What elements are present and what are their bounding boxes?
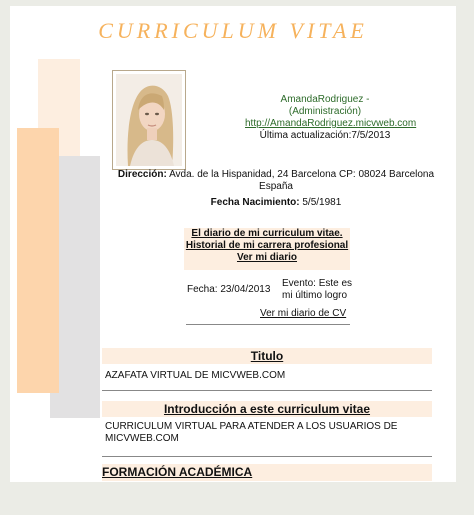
divider	[186, 324, 350, 325]
page-title: CURRICULUM VITAE	[98, 18, 368, 43]
address-value-2: España	[259, 181, 293, 192]
address-value-1: Avda. de la Hispanidad, 24 Barcelona CP: 08024 Barcelona	[169, 169, 435, 180]
profile-name: AmandaRodriguez -	[280, 94, 370, 105]
diary-cv-link[interactable]: Ver mi diario de CV	[260, 308, 347, 319]
last-updated: Última actualización:7/5/2013	[259, 130, 391, 141]
address-label: Dirección:	[117, 169, 167, 180]
birth-line	[104, 197, 448, 209]
diary-line-3[interactable]: Ver mi diario	[236, 252, 298, 263]
divider	[102, 456, 432, 457]
section-intro-text: CURRICULUM VIRTUAL PARA ATENDER A LOS USUARIOS DE MICVWEB.COM	[105, 421, 398, 444]
portrait-image	[116, 74, 182, 166]
section-titulo-heading: Titulo	[102, 348, 432, 364]
section-titulo-text: AZAFATA VIRTUAL DE MICVWEB.COM	[105, 370, 286, 381]
diary-line-1[interactable]: El diario de mi curriculum vitae.	[191, 228, 343, 239]
diary-box[interactable]	[184, 228, 350, 270]
event-text: Evento: Este es mi último logro	[282, 278, 353, 301]
profile-photo	[112, 70, 186, 170]
address-line	[104, 169, 448, 193]
section-intro-heading: Introducción a este curriculum vitae	[102, 401, 432, 417]
birth-label: Fecha Nacimiento:	[210, 197, 300, 208]
birth-value: 5/5/1981	[302, 197, 342, 208]
diary-line-2[interactable]: Historial de mi carrera profesional	[185, 240, 349, 251]
profile-url-link[interactable]: http://AmandaRodriguez.micvweb.com	[245, 118, 417, 129]
divider	[102, 390, 432, 391]
section-formacion-heading: FORMACIÓN ACADÉMICA	[102, 464, 432, 481]
event-date: Fecha: 23/04/2013	[187, 284, 271, 295]
profile-info	[245, 94, 417, 142]
cv-page	[10, 6, 456, 482]
decorative-band-orange	[17, 128, 59, 393]
profile-role: (Administración)	[288, 106, 362, 117]
